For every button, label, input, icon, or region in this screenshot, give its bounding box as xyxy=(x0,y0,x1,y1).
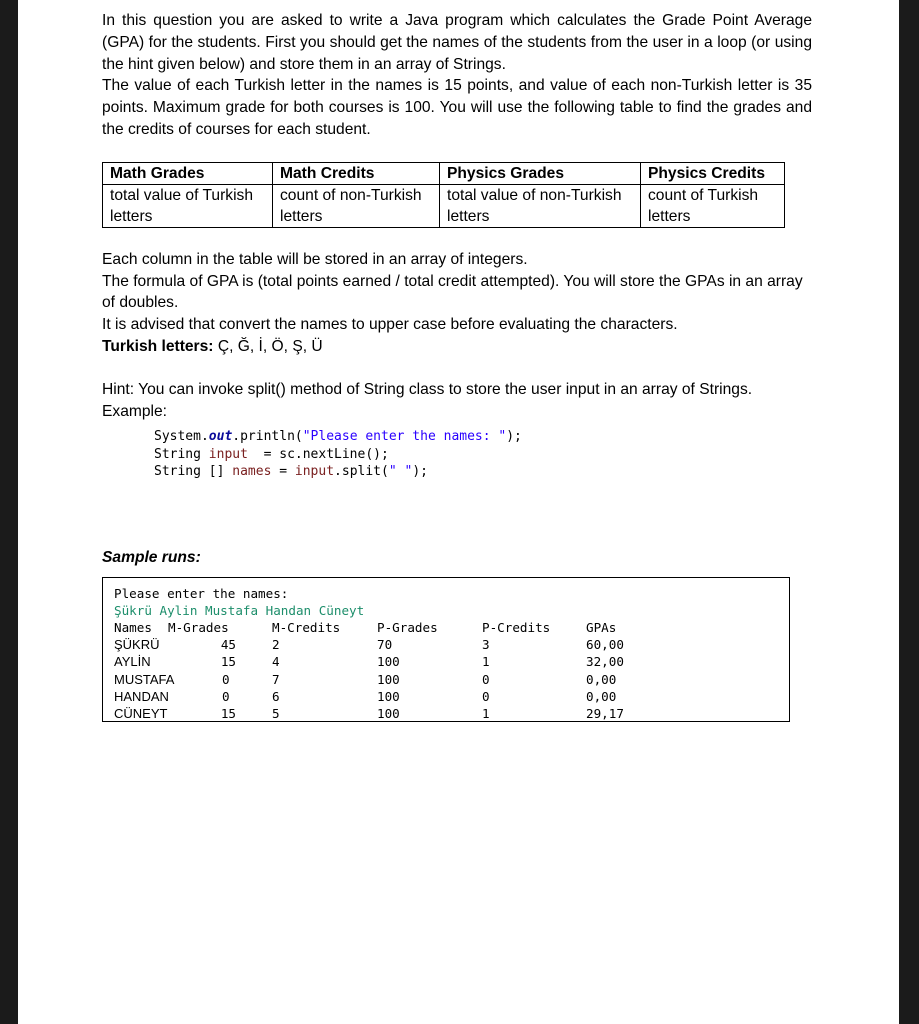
code-token: ); xyxy=(412,464,428,480)
code-example xyxy=(154,428,812,480)
row-name: ŞÜKRÜ xyxy=(114,637,160,653)
code-token: = xyxy=(271,464,295,480)
code-token: "Please enter the names: " xyxy=(302,429,507,445)
hint-text: Hint: You can invoke split() method of String class to store the user input in an array of Strings. xyxy=(102,380,753,398)
code-token: String xyxy=(154,446,209,462)
row-m-grades: 15 xyxy=(220,705,236,721)
code-token: out xyxy=(208,429,233,445)
row-p-credits: 3 xyxy=(482,637,490,653)
code-line-2 xyxy=(154,446,812,463)
row-p-credits: 0 xyxy=(482,671,490,687)
header-m-grades: M-Grades xyxy=(168,619,229,635)
code-token: names xyxy=(232,464,272,480)
console-header-row xyxy=(114,619,789,636)
console-row xyxy=(114,653,789,670)
header-gpas: GPAs xyxy=(586,619,617,635)
turkish-letters-line xyxy=(102,336,812,358)
row-p-grades: 100 xyxy=(377,654,400,670)
code-token: .println( xyxy=(232,429,303,445)
row-gpa: 32,00 xyxy=(586,654,624,670)
code-token: " " xyxy=(388,464,413,480)
row-m-credits: 6 xyxy=(272,688,280,704)
console-row xyxy=(114,688,789,705)
row-name: CÜNEYT xyxy=(114,705,168,721)
row-m-credits: 7 xyxy=(272,671,280,687)
notes-section xyxy=(102,249,812,358)
grades-table-row xyxy=(103,184,785,227)
table-header-physics-credits: Physics Credits xyxy=(641,162,785,184)
row-m-grades: 0 xyxy=(222,688,230,704)
note-uppercase: It is advised that convert the names to upper case before evaluating the characters. xyxy=(102,316,678,334)
row-p-grades: 100 xyxy=(377,688,400,704)
row-p-grades: 100 xyxy=(377,705,400,721)
row-name: MUSTAFA xyxy=(114,671,175,687)
document-content xyxy=(102,10,812,722)
turkish-letters-label: Turkish letters: xyxy=(102,337,214,355)
right-dark-border xyxy=(899,0,919,1024)
code-token: .split( xyxy=(334,464,389,480)
code-token: input xyxy=(294,464,335,480)
row-p-credits: 0 xyxy=(482,688,490,704)
console-user-input: Şükrü Aylin Mustafa Handan Cüneyt xyxy=(114,602,365,618)
header-p-credits: P-Credits xyxy=(482,619,551,635)
note-columns: Each column in the table will be stored in an array of integers. xyxy=(102,250,528,268)
row-gpa: 0,00 xyxy=(586,671,617,687)
table-header-math-credits: Math Credits xyxy=(273,162,440,184)
left-dark-border xyxy=(0,0,18,1024)
row-p-credits: 1 xyxy=(482,654,490,670)
row-m-grades: 0 xyxy=(222,671,230,687)
intro-paragraph-1: In this question you are asked to write a Java program which calculates the Grade Point Average (GPA) for the students. First you should get the names of the students from the user in a loop (or using the hint given below) and store them in an array of Strings. xyxy=(102,12,812,73)
example-label: Example: xyxy=(102,402,168,420)
header-m-credits: M-Credits xyxy=(272,619,341,635)
row-m-credits: 2 xyxy=(272,637,280,653)
table-header-math-grades: Math Grades xyxy=(103,162,273,184)
code-token: input xyxy=(208,446,248,462)
table-header-physics-grades: Physics Grades xyxy=(440,162,641,184)
row-p-credits: 1 xyxy=(482,705,490,721)
code-line-3 xyxy=(154,463,812,480)
row-name: AYLİN xyxy=(114,654,151,670)
row-m-grades: 15 xyxy=(220,654,236,670)
code-line-1 xyxy=(154,428,812,445)
console-row xyxy=(114,636,789,653)
console-row xyxy=(114,671,789,688)
row-m-credits: 4 xyxy=(272,654,280,670)
header-names: Names xyxy=(114,619,152,635)
console-prompt: Please enter the names: xyxy=(114,585,289,601)
sample-runs-title: Sample runs: xyxy=(102,548,201,566)
grades-table xyxy=(102,162,785,228)
table-cell-physics-credits: count of Turkish letters xyxy=(641,184,785,227)
code-token: System. xyxy=(154,429,209,445)
row-p-grades: 70 xyxy=(377,637,393,653)
row-gpa: 60,00 xyxy=(586,637,624,653)
row-gpa: 29,17 xyxy=(586,705,624,721)
table-cell-math-grades: total value of Turkish letters xyxy=(103,184,273,227)
console-row xyxy=(114,705,789,722)
intro-paragraph-2: The value of each Turkish letter in the names is 15 points, and value of each non-Turkish letter is 35 points. Maximum grade for both courses is 100. You will use the following table to find the grades and the credits of courses for each student. xyxy=(102,77,812,138)
header-p-grades: P-Grades xyxy=(377,619,438,635)
row-m-grades: 45 xyxy=(220,637,236,653)
row-m-credits: 5 xyxy=(272,705,280,721)
table-cell-math-credits: count of non-Turkish letters xyxy=(273,184,440,227)
table-cell-physics-grades: total value of non-Turkish letters xyxy=(440,184,641,227)
code-token: String [] xyxy=(154,464,233,480)
code-token: = sc.nextLine(); xyxy=(247,446,389,462)
row-p-grades: 100 xyxy=(377,671,400,687)
sample-console-output xyxy=(102,577,790,722)
row-gpa: 0,00 xyxy=(586,688,617,704)
document-page xyxy=(18,0,899,1024)
row-name: HANDAN xyxy=(114,688,169,704)
grades-table-header-row xyxy=(103,162,785,184)
code-token: ); xyxy=(506,429,522,445)
note-gpa-formula: The formula of GPA is (total points earned / total credit attempted). You will store the GPAs in an array of doubles. xyxy=(102,272,803,312)
turkish-letters-list: Ç, Ğ, İ, Ö, Ş, Ü xyxy=(213,337,323,355)
hint-section xyxy=(102,379,812,481)
